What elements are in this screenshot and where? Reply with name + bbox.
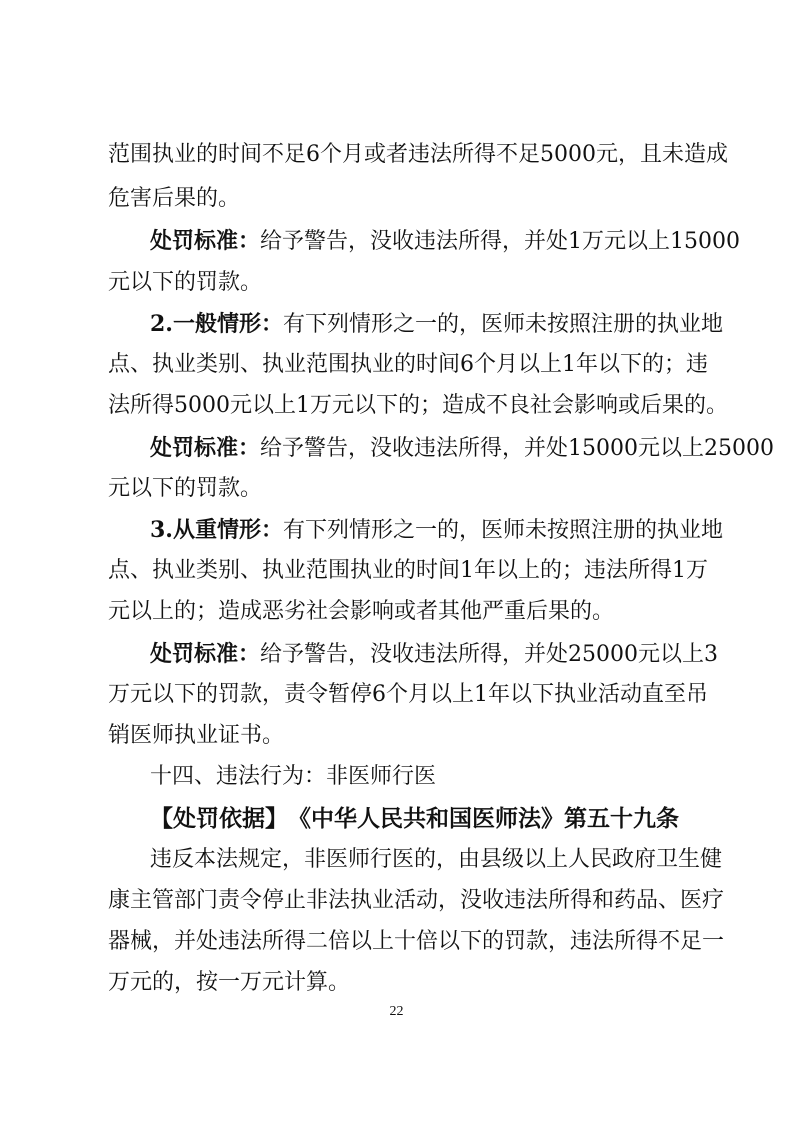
section-title: 十四、违法行为：非医师行医 (150, 764, 437, 789)
case-severe-line: 3.从重情形：有下列情形之一的，医师未按照注册的执业地 (150, 517, 723, 543)
case-severe-label: 3.从重情形： (150, 517, 283, 543)
paragraph-line: 元以上的；造成恶劣社会影响或者其他严重后果的。 (108, 599, 615, 624)
penalty-standard-line: 处罚标准：给予警告，没收违法所得，并处25000元以上3 (150, 641, 718, 667)
case-general-label: 2.一般情形： (150, 311, 283, 337)
paragraph-line: 危害后果的。 (108, 186, 241, 211)
paragraph-line: 销医师执业证书。 (108, 723, 285, 748)
paragraph-line: 万元以下的罚款，责令暂停6个月以上1年以下执业活动直至吊 (108, 682, 708, 707)
paragraph-line: 法所得5000元以上1万元以下的；造成不良社会影响或后果的。 (108, 393, 728, 418)
case-general-line: 2.一般情形：有下列情形之一的，医师未按照注册的执业地 (150, 311, 723, 337)
paragraph-line: 万元的，按一万元计算。 (108, 970, 351, 995)
paragraph-line: 康主管部门责令停止非法执业活动，没收违法所得和药品、医疗 (108, 888, 725, 913)
penalty-standard-label: 处罚标准： (150, 641, 261, 667)
paragraph-line: 元以下的罚款。 (108, 270, 263, 295)
paragraph-line: 违反本法规定，非医师行医的，由县级以上人民政府卫生健 (150, 847, 723, 872)
paragraph-line: 范围执业的时间不足6个月或者违法所得不足5000元，且未造成 (108, 142, 728, 167)
page-number: 22 (389, 1004, 404, 1019)
paragraph-line: 器械，并处违法所得二倍以上十倍以下的罚款，违法所得不足一 (108, 929, 725, 954)
penalty-standard-label: 处罚标准： (150, 228, 261, 254)
penalty-standard-label: 处罚标准： (150, 435, 261, 461)
penalty-basis-heading: 【处罚依据】 《中华人民共和国医师法》第五十九条 (150, 805, 679, 832)
penalty-standard-line: 处罚标准：给予警告，没收违法所得，并处1万元以上15000 (150, 228, 740, 254)
paragraph-line: 元以下的罚款。 (108, 476, 263, 501)
penalty-standard-line: 处罚标准：给予警告，没收违法所得，并处15000元以上25000 (150, 435, 774, 461)
paragraph-line: 点、执业类别、执业范围执业的时间1年以上的；违法所得1万 (108, 558, 708, 583)
paragraph-line: 点、执业类别、执业范围执业的时间6个月以上1年以下的；违 (108, 352, 708, 377)
